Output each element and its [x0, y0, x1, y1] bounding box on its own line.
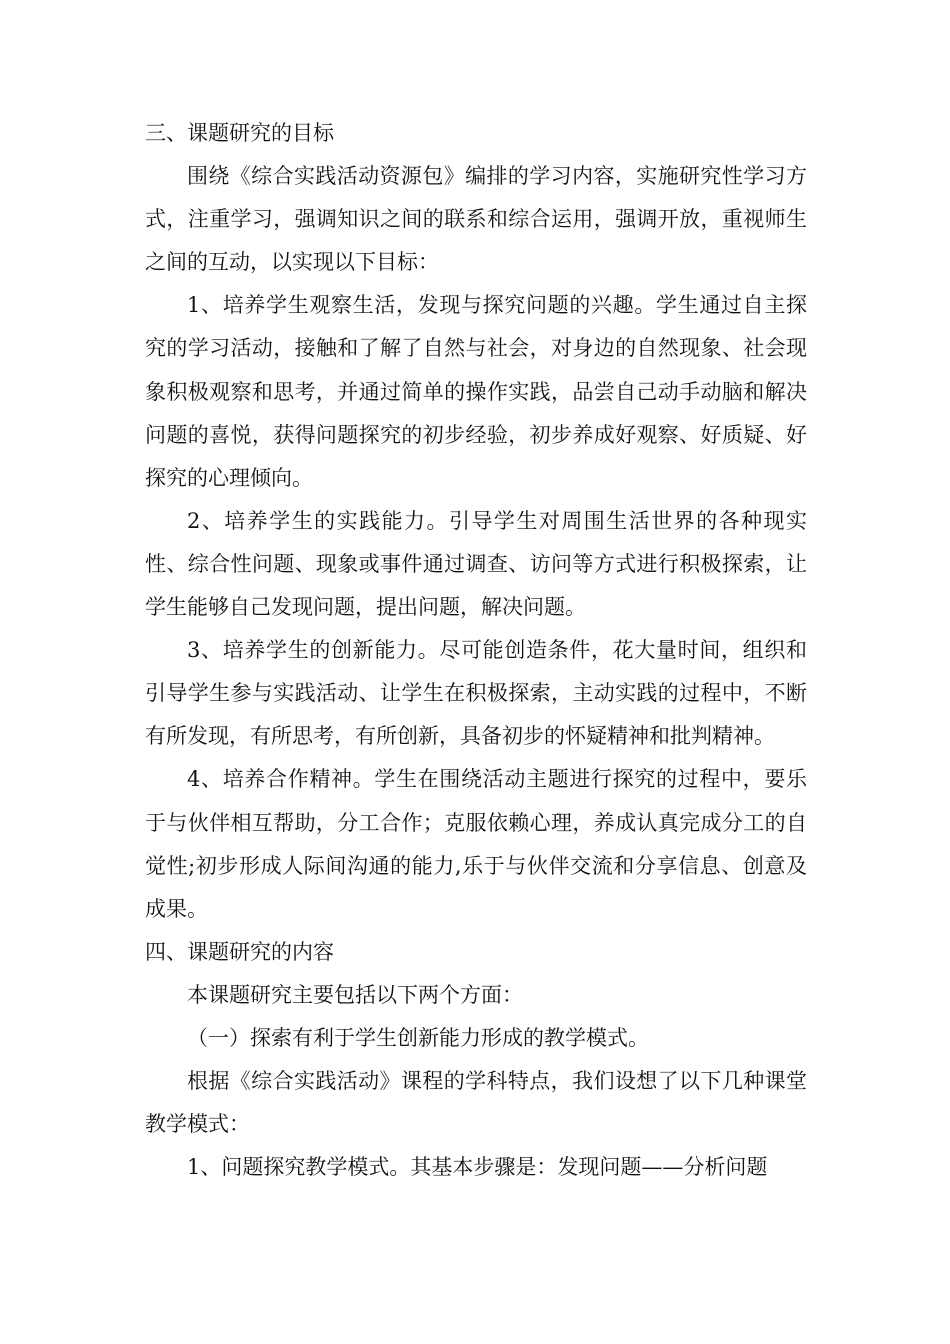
subsection-1-text: 根据《综合实践活动》课程的学科特点，我们设想了以下几种课堂教学模式： — [145, 1069, 807, 1137]
section-4-heading: 四、课题研究的内容 — [145, 939, 334, 964]
subsection-1-heading: （一）探索有利于学生创新能力形成的教学模式。 — [187, 1025, 649, 1050]
goal-1-paragraph: 1、培养学生观察生活，发现与探究问题的兴趣。学生通过自主探究的学习活动，接触和了解了自然与社会，对身边的自然现象、社会现象积极观察和思考，并通过简单的操作实践，品尝自己动手动脑和解决问题的喜悦，获得问题探究的初步经验，初步养成好观察、好质疑、好探究的心理倾向。 — [145, 293, 807, 490]
section-3-intro: 围绕《综合实践活动资源包》编排的学习内容，实施研究性学习方式，注重学习，强调知识之间的联系和综合运用，强调开放，重视师生之间的互动，以实现以下目标： — [145, 164, 807, 275]
document-body — [145, 112, 807, 1189]
section-3-heading: 三、课题研究的目标 — [145, 121, 334, 145]
goal-2-paragraph: 2、培养学生的实践能力。引导学生对周围生活世界的各种现实性、综合性问题、现象或事件通过调查、访问等方式进行积极探索，让学生能够自己发现问题，提出问题，解决问题。 — [145, 508, 807, 620]
goal-4-paragraph: 4、培养合作精神。学生在围绕活动主题进行探究的过程中，要乐于与伙伴相互帮助，分工合作；克服依赖心理，养成认真完成分工的自觉性;初步形成人际间沟通的能力,乐于与伙伴交流和分享信息、创意及成果。 — [145, 767, 807, 921]
model-1-paragraph: 1、问题探究教学模式。其基本步骤是：发现问题——分析问题 — [187, 1155, 768, 1180]
goal-3-paragraph: 3、培养学生的创新能力。尽可能创造条件，花大量时间，组织和引导学生参与实践活动、让学生在积极探索，主动实践的过程中，不断有所发现，有所思考，有所创新，具备初步的怀疑精神和批判精神。 — [145, 638, 807, 749]
section-4-intro: 本课题研究主要包括以下两个方面： — [187, 982, 523, 1007]
